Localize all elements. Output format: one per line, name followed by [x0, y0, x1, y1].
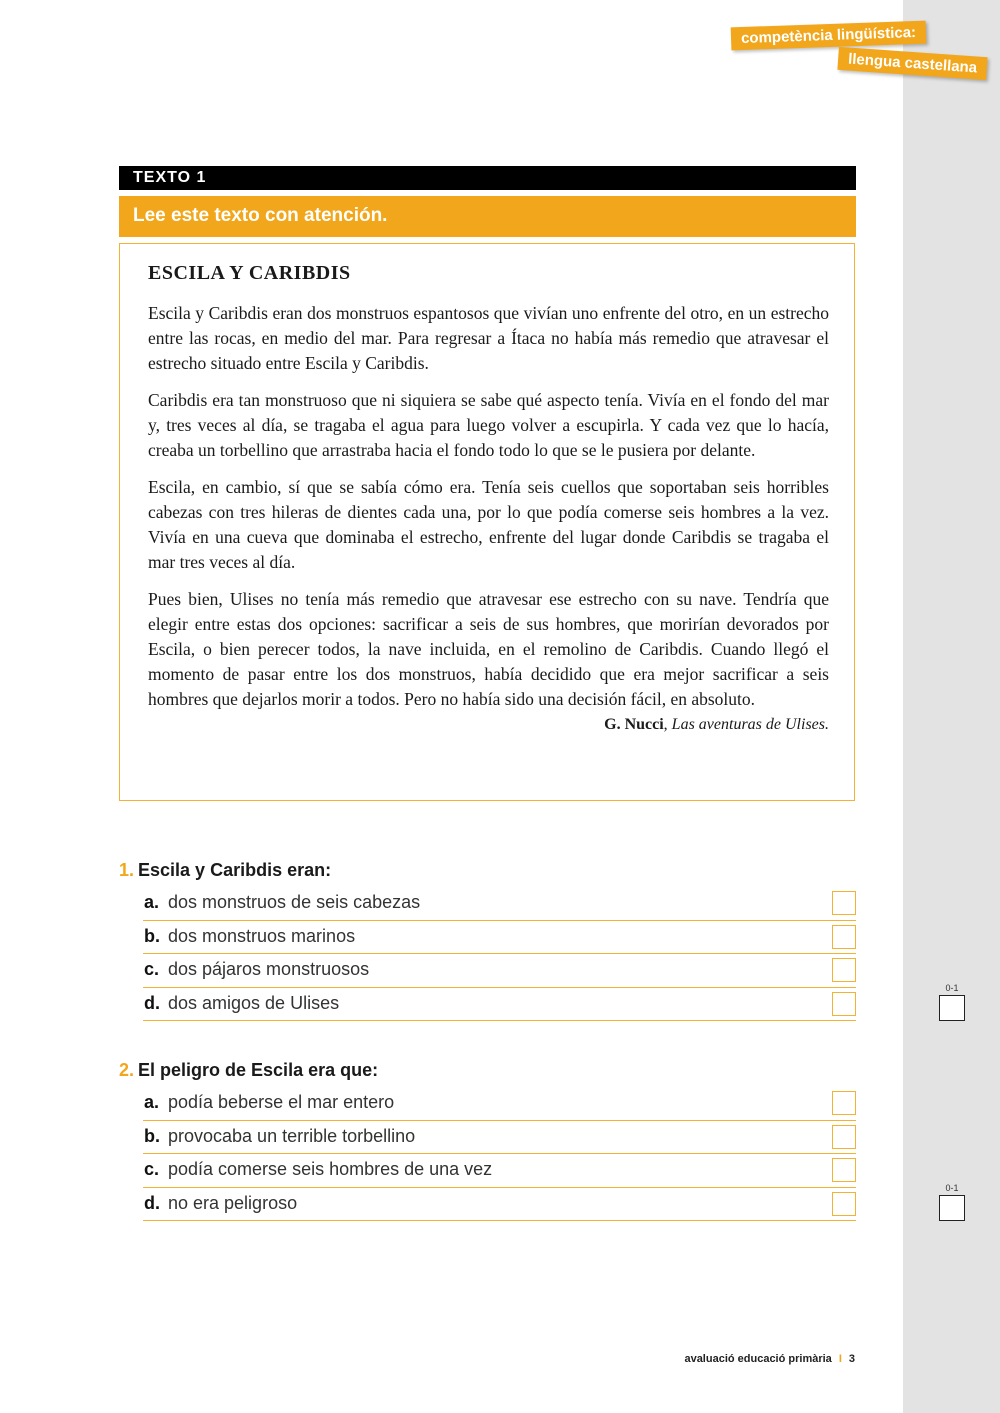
answer-option	[143, 1188, 856, 1222]
question-text: Escila y Caribdis eran:	[138, 860, 332, 880]
story-body	[148, 301, 829, 737]
section-label: TEXTO 1	[133, 169, 207, 186]
answer-checkbox[interactable]	[832, 958, 856, 982]
reading-text-box	[119, 243, 855, 801]
story-title: ESCILA Y CARIBDIS	[148, 262, 351, 284]
question-number: 1.	[119, 860, 135, 880]
option-text: podía beberse el mar entero	[168, 1092, 395, 1112]
question-2-score	[939, 1183, 965, 1221]
story-paragraph: Escila, en cambio, sí que se sabía cómo era. Tenía seis cuellos que soportaban seis horribles cabezas con tres hileras de dientes cada una, por lo que podía comerse seis hombres a la vez. Vivía en una cueva que dominaba el estrecho, enfrente del lugar donde Caribdis se tragaba el mar tres veces al día.	[148, 477, 829, 572]
option-letter: a.	[144, 892, 160, 912]
question-text: El peligro de Escila era que:	[138, 1060, 379, 1080]
question-1-options	[143, 887, 856, 1021]
option-letter: d.	[144, 1192, 160, 1213]
section-label-bar	[119, 166, 856, 190]
question-1	[119, 860, 331, 881]
option-text: dos monstruos de seis cabezas	[168, 892, 421, 912]
option-text: dos amigos de Ulises	[168, 992, 340, 1013]
answer-checkbox[interactable]	[832, 1158, 856, 1182]
option-text: provocaba un terrible torbellino	[168, 1125, 416, 1146]
option-letter: b.	[144, 925, 160, 946]
option-letter: b.	[144, 1125, 160, 1146]
score-label: 0-1	[945, 983, 959, 993]
answer-checkbox[interactable]	[832, 992, 856, 1016]
page-footer	[684, 1353, 855, 1365]
question-2-options	[143, 1087, 856, 1221]
story-credit	[148, 712, 829, 737]
answer-option	[143, 1154, 856, 1188]
answer-option	[143, 921, 856, 955]
footer-separator: I	[838, 1353, 842, 1365]
story-paragraph: Escila y Caribdis eran dos monstruos espantosos que vivían uno enfrente del otro, en un estrecho entre las rocas, en medio del mar. Para regresar a Ítaca no había más remedio que atravesar el estrecho situado entre Escila y Caribdis.	[148, 303, 829, 373]
option-text: podía comerse seis hombres de una vez	[168, 1159, 493, 1179]
score-label: 0-1	[945, 1183, 959, 1193]
question-number: 2.	[119, 1060, 135, 1080]
answer-option	[143, 1087, 856, 1121]
credit-separator: ,	[663, 716, 668, 733]
option-letter: d.	[144, 992, 160, 1013]
story-paragraph: Pues bien, Ulises no tenía más remedio que atravesar ese estrecho con su nave. Tendría que elegir entre estas dos opciones: sacrificar a seis de sus hombres, que morirían devorados por Escila, o bien perecer todos, la nave incluida, en el remolino de Caribdis. Cuando llegó el momento de pasar entre los dos monstruos, había decidido que era mejor sacrificar a seis hombres que dejarlos morir a todos. Pero no había sido una decisión fácil, en absoluto.	[148, 589, 829, 709]
option-text: no era peligroso	[168, 1192, 298, 1213]
answer-option	[143, 988, 856, 1022]
question-1-score	[939, 983, 965, 1021]
score-box[interactable]	[939, 1195, 965, 1221]
page-number: 3	[848, 1353, 855, 1365]
instruction-text: Lee este texto con atención.	[133, 205, 388, 226]
option-letter: c.	[144, 1159, 160, 1179]
story-paragraph: Caribdis era tan monstruoso que ni siquiera se sabe qué aspecto tenía. Vivía en el fondo del mar y, tres veces al día, se tragaba el agua para luego volver a escupirla. Y cada vez que lo hacía, creaba un torbellino que arrastraba hacia el fondo todo lo que se le pusiera por delante.	[148, 390, 829, 460]
footer-text: avaluació educació primària	[684, 1353, 832, 1365]
option-letter: c.	[144, 959, 160, 979]
subject-tag: llengua castellana	[837, 47, 987, 80]
question-2	[119, 1060, 378, 1081]
answer-option	[143, 887, 856, 921]
credit-author: G. Nucci	[604, 716, 664, 733]
option-text: dos pájaros monstruosos	[168, 959, 370, 979]
answer-option	[143, 1121, 856, 1155]
answer-checkbox[interactable]	[832, 1192, 856, 1216]
option-text: dos monstruos marinos	[168, 925, 356, 946]
answer-option	[143, 954, 856, 988]
credit-book: Las aventuras de Ulises.	[671, 716, 829, 733]
instruction-bar	[119, 196, 856, 237]
answer-checkbox[interactable]	[832, 1125, 856, 1149]
score-box[interactable]	[939, 995, 965, 1021]
competence-tag: competència lingüística:	[731, 21, 927, 51]
answer-checkbox[interactable]	[832, 1091, 856, 1115]
option-letter: a.	[144, 1092, 160, 1112]
answer-checkbox[interactable]	[832, 891, 856, 915]
answer-checkbox[interactable]	[832, 925, 856, 949]
